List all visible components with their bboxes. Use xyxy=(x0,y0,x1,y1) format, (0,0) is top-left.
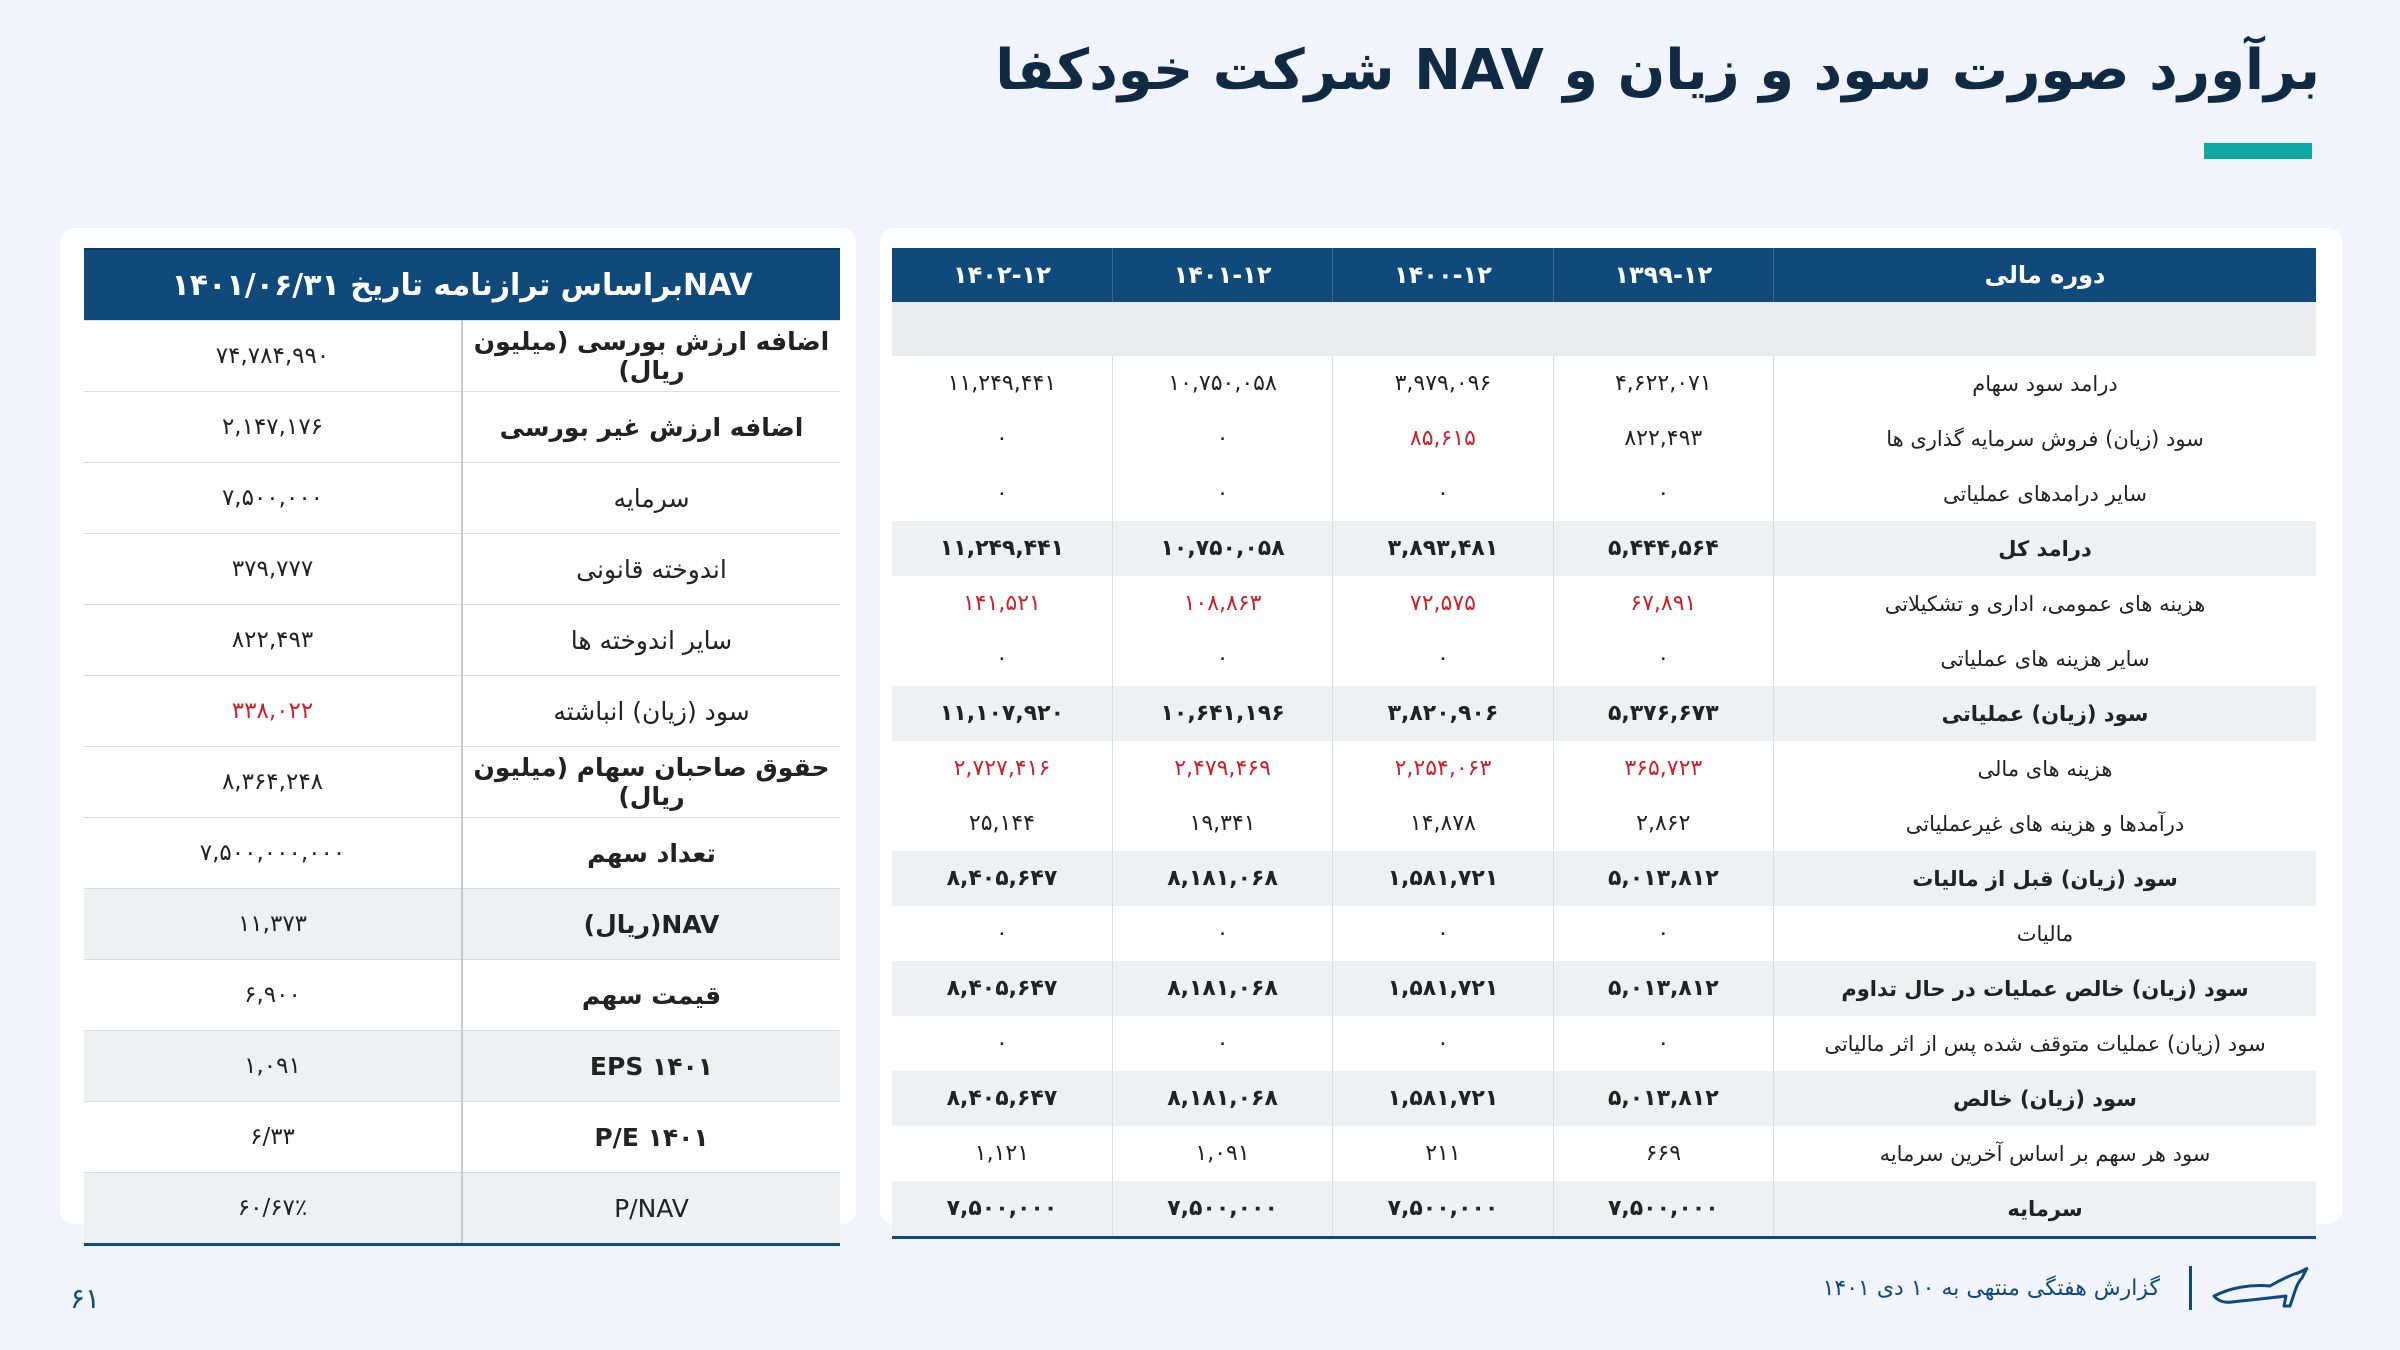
row-value: ۱۱,۳۷۳ xyxy=(84,889,462,960)
cell: ۲,۸۶۲ xyxy=(1553,796,1773,851)
nav-table xyxy=(84,248,840,1246)
row-label: هزینه های عمومی، اداری و تشکیلاتی xyxy=(1884,591,2206,616)
column-header: دوره مالی xyxy=(1774,248,2317,302)
cell: ۵,۰۱۳,۸۱۲ xyxy=(1553,851,1773,906)
cell: ۰ xyxy=(892,1016,1112,1071)
cell: ۸,۱۸۱,۰۶۸ xyxy=(1112,961,1332,1016)
table-row xyxy=(84,321,840,392)
table-row xyxy=(892,796,2316,851)
cell: ۲۵,۱۴۴ xyxy=(892,796,1112,851)
cell: ۸,۴۰۵,۶۴۷ xyxy=(892,1071,1112,1126)
cell: ۷,۵۰۰,۰۰۰ xyxy=(1333,1181,1553,1238)
table-row xyxy=(892,851,2316,906)
cell: ۰ xyxy=(1112,1016,1332,1071)
table-row xyxy=(84,605,840,676)
cell: ۰ xyxy=(1553,906,1773,961)
cell: ۰ xyxy=(1553,1016,1773,1071)
cell: ۳,۸۲۰,۹۰۶ xyxy=(1333,686,1553,741)
table-row xyxy=(892,521,2316,576)
cell: ۲,۷۲۷,۴۱۶ xyxy=(892,741,1112,796)
cell: ۷,۵۰۰,۰۰۰ xyxy=(892,1181,1112,1238)
column-header: ۱۳۹۹-۱۲ xyxy=(1553,248,1773,302)
row-label: سود (زیان) انباشته xyxy=(462,676,840,747)
cell: ۰ xyxy=(1112,466,1332,521)
cell: ۰ xyxy=(892,631,1112,686)
cell: ۰ xyxy=(1333,906,1553,961)
cell: ۰ xyxy=(1333,631,1553,686)
row-label: سایر اندوخته ها xyxy=(462,605,840,676)
row-label: سرمایه xyxy=(1774,1181,2317,1238)
cell: ۰ xyxy=(1553,631,1773,686)
cell: ۱۱,۲۴۹,۴۴۱ xyxy=(892,356,1112,411)
page-number: ۶۱ xyxy=(70,1282,101,1315)
row-label: سود (زیان) فروش سرمایه گذاری ها xyxy=(1886,426,2204,451)
row-label: EPS ۱۴۰۱ xyxy=(462,1031,840,1102)
table-row xyxy=(892,1071,2316,1126)
row-label: سایر درامدهای عملیاتی xyxy=(1943,481,2147,506)
row-label: هزینه های مالی xyxy=(1977,756,2113,781)
table-row xyxy=(84,1173,840,1245)
cell: ۵,۰۱۳,۸۱۲ xyxy=(1553,1071,1773,1126)
row-value: ۳۷۹,۷۷۷ xyxy=(84,534,462,605)
table-row xyxy=(892,356,2316,411)
table-row xyxy=(84,889,840,960)
table-row xyxy=(84,1031,840,1102)
table-row xyxy=(892,741,2316,796)
cell: ۷,۵۰۰,۰۰۰ xyxy=(1553,1181,1773,1238)
table-header-row xyxy=(892,248,2316,302)
cell: ۱,۱۲۱ xyxy=(892,1126,1112,1181)
cell: ۷,۵۰۰,۰۰۰ xyxy=(1112,1181,1332,1238)
cell: ۱,۵۸۱,۷۲۱ xyxy=(1333,851,1553,906)
cell: ۳,۹۷۹,۰۹۶ xyxy=(1333,356,1553,411)
cell: ۳۶۵,۷۲۳ xyxy=(1553,741,1773,796)
footer-divider xyxy=(2189,1266,2192,1310)
cell: ۰ xyxy=(1333,466,1553,521)
row-label: NAV(ریال) xyxy=(462,889,840,960)
title-accent-bar xyxy=(2204,143,2312,159)
cell: ۰ xyxy=(892,411,1112,466)
cell: ۱۱,۲۴۹,۴۴۱ xyxy=(892,521,1112,576)
cell: ۰ xyxy=(1112,631,1332,686)
cell: ۲۱۱ xyxy=(1333,1126,1553,1181)
footer-report-title: گزارش هفتگی منتهی به ۱۰ دی ۱۴۰۱ xyxy=(1822,1276,2160,1301)
cell: ۱,۵۸۱,۷۲۱ xyxy=(1333,961,1553,1016)
spacer-row xyxy=(892,302,2316,356)
row-label: درآمدها و هزینه های غیرعملیاتی xyxy=(1905,811,2185,836)
row-label: تعداد سهم xyxy=(462,818,840,889)
cell: ۵,۰۱۳,۸۱۲ xyxy=(1553,961,1773,1016)
row-value: ۲,۱۴۷,۱۷۶ xyxy=(84,392,462,463)
cell: ۱۴۱,۵۲۱ xyxy=(892,576,1112,631)
cell: ۸,۴۰۵,۶۴۷ xyxy=(892,851,1112,906)
table-row xyxy=(892,631,2316,686)
table-row xyxy=(84,534,840,605)
table-row xyxy=(84,1102,840,1173)
cell: ۰ xyxy=(1333,1016,1553,1071)
cell: ۱۹,۳۴۱ xyxy=(1112,796,1332,851)
nav-card xyxy=(60,228,856,1224)
cell: ۱۴,۸۷۸ xyxy=(1333,796,1553,851)
row-label: اضافه ارزش بورسی (میلیون ریال) xyxy=(462,321,840,392)
bull-logo-icon xyxy=(2210,1266,2310,1312)
cell: ۴,۶۲۲,۰۷۱ xyxy=(1553,356,1773,411)
column-header: ۱۴۰۱-۱۲ xyxy=(1112,248,1332,302)
row-value: ۶,۹۰۰ xyxy=(84,960,462,1031)
table-row xyxy=(892,686,2316,741)
cell: ۲,۴۷۹,۴۶۹ xyxy=(1112,741,1332,796)
cell: ۸۵,۶۱۵ xyxy=(1333,411,1553,466)
column-header: ۱۴۰۲-۱۲ xyxy=(892,248,1112,302)
table-row xyxy=(892,906,2316,961)
cell: ۰ xyxy=(1112,411,1332,466)
table-row xyxy=(892,1126,2316,1181)
table-row xyxy=(84,463,840,534)
row-label: P/NAV xyxy=(462,1173,840,1245)
page-title: برآورد صورت سود و زیان و NAV شرکت خودکفا xyxy=(995,38,2320,103)
cell: ۱۱,۱۰۷,۹۲۰ xyxy=(892,686,1112,741)
table-row xyxy=(84,960,840,1031)
row-label: سود (زیان) خالص عملیات در حال تداوم xyxy=(1774,961,2317,1016)
row-label: سود هر سهم بر اساس آخرین سرمایه xyxy=(1879,1141,2211,1166)
cell: ۰ xyxy=(892,906,1112,961)
row-label: سرمایه xyxy=(462,463,840,534)
row-value: ۷,۵۰۰,۰۰۰ xyxy=(84,463,462,534)
column-header: ۱۴۰۰-۱۲ xyxy=(1333,248,1553,302)
row-label: سایر هزینه های عملیاتی xyxy=(1940,646,2150,671)
cell: ۱۰,۶۴۱,۱۹۶ xyxy=(1112,686,1332,741)
row-label: اضافه ارزش غیر بورسی xyxy=(462,392,840,463)
cell: ۲,۲۵۴,۰۶۳ xyxy=(1333,741,1553,796)
cell: ۶۶۹ xyxy=(1553,1126,1773,1181)
row-label: مالیات xyxy=(2016,921,2074,946)
cell: ۶۷,۸۹۱ xyxy=(1553,576,1773,631)
cell: ۸۲۲,۴۹۳ xyxy=(1553,411,1773,466)
row-label: درامد کل xyxy=(1774,521,2317,576)
table-row xyxy=(892,1181,2316,1238)
income-statement-table xyxy=(892,248,2316,1239)
cell: ۸,۴۰۵,۶۴۷ xyxy=(892,961,1112,1016)
row-value: ۳۳۸,۰۲۲ xyxy=(84,676,462,747)
cell: ۵,۳۷۶,۶۷۳ xyxy=(1553,686,1773,741)
table-row xyxy=(892,411,2316,466)
cell: ۳,۸۹۳,۴۸۱ xyxy=(1333,521,1553,576)
row-label: قیمت سهم xyxy=(462,960,840,1031)
row-value: ۸۲۲,۴۹۳ xyxy=(84,605,462,676)
row-label: سود (زیان) عملیات متوقف شده پس از اثر مالیاتی xyxy=(1824,1031,2266,1056)
row-label: سود (زیان) خالص xyxy=(1774,1071,2317,1126)
cell: ۰ xyxy=(1553,466,1773,521)
cell: ۱۰۸,۸۶۳ xyxy=(1112,576,1332,631)
row-label: اندوخته قانونی xyxy=(462,534,840,605)
table-row xyxy=(892,961,2316,1016)
income-statement-card xyxy=(880,228,2342,1224)
row-label: سود (زیان) عملیاتی xyxy=(1774,686,2317,741)
row-value: ۶۰/۶۷٪ xyxy=(84,1173,462,1245)
table-row xyxy=(84,392,840,463)
nav-table-header: NAVبراساس ترازنامه تاریخ ۱۴۰۱/۰۶/۳۱ xyxy=(84,249,840,321)
cell: ۰ xyxy=(892,466,1112,521)
table-row xyxy=(84,818,840,889)
table-row xyxy=(892,1016,2316,1071)
cell: ۱۰,۷۵۰,۰۵۸ xyxy=(1112,521,1332,576)
cell: ۰ xyxy=(1112,906,1332,961)
cell: ۱,۰۹۱ xyxy=(1112,1126,1332,1181)
row-value: ۸,۳۶۴,۲۴۸ xyxy=(84,747,462,818)
cell: ۷۲,۵۷۵ xyxy=(1333,576,1553,631)
row-value: ۷۴,۷۸۴,۹۹۰ xyxy=(84,321,462,392)
row-label: درامد سود سهام xyxy=(1972,371,2118,396)
cell: ۱۰,۷۵۰,۰۵۸ xyxy=(1112,356,1332,411)
row-value: ۶/۳۳ xyxy=(84,1102,462,1173)
row-value: ۷,۵۰۰,۰۰۰,۰۰۰ xyxy=(84,818,462,889)
row-label: P/E ۱۴۰۱ xyxy=(462,1102,840,1173)
table-row xyxy=(892,576,2316,631)
row-value: ۱,۰۹۱ xyxy=(84,1031,462,1102)
row-label: حقوق صاحبان سهام (میلیون ریال) xyxy=(462,747,840,818)
row-label: سود (زیان) قبل از مالیات xyxy=(1774,851,2317,906)
table-row xyxy=(84,747,840,818)
cell: ۸,۱۸۱,۰۶۸ xyxy=(1112,851,1332,906)
table-row xyxy=(84,676,840,747)
cell: ۵,۴۴۴,۵۶۴ xyxy=(1553,521,1773,576)
cell: ۱,۵۸۱,۷۲۱ xyxy=(1333,1071,1553,1126)
table-row xyxy=(892,466,2316,521)
cell: ۸,۱۸۱,۰۶۸ xyxy=(1112,1071,1332,1126)
